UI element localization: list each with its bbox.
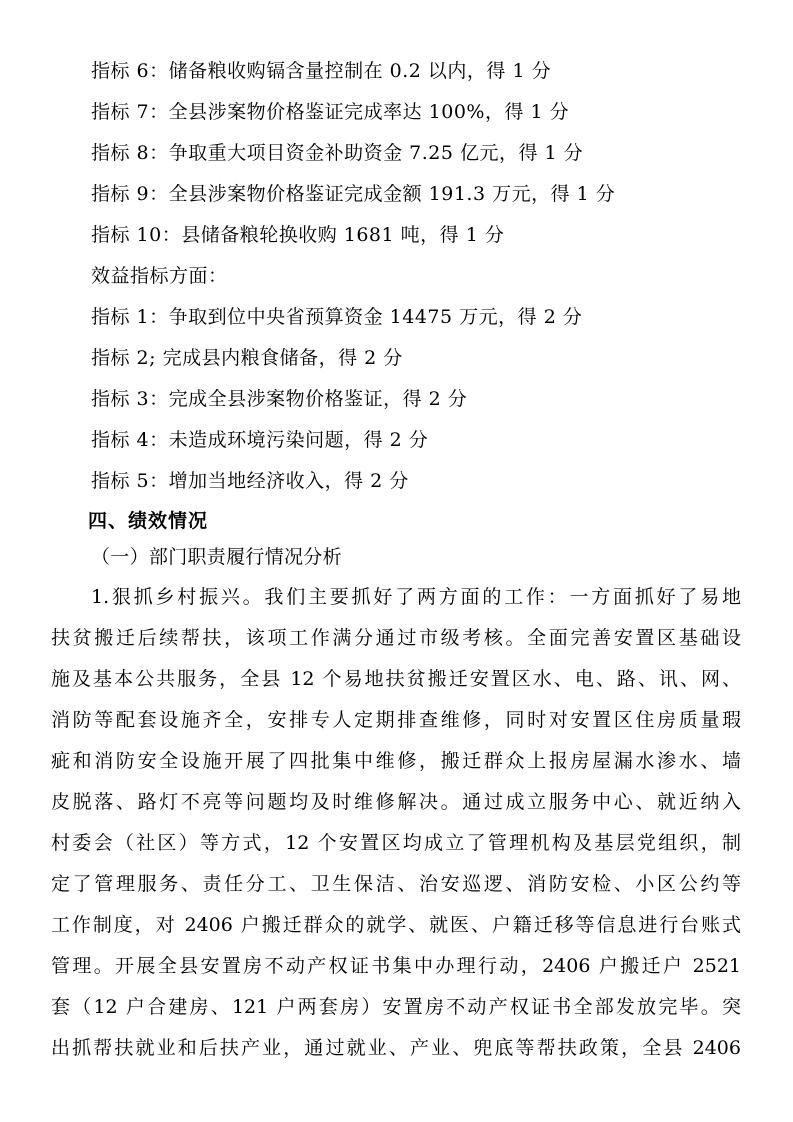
benefit-indicator-3: 指标 3：完成全县涉案物价格鉴证，得 2 分 — [91, 388, 468, 410]
output-indicator-6: 指标 6：储备粮收购镉含量控制在 0.2 以内，得 1 分 — [91, 60, 552, 82]
paragraph-line: 施及基本公共服务，全县 12 个易地扶贫搬迁安置区水、电、路、讯、网、 — [51, 668, 741, 690]
paragraph-line: 出抓帮扶就业和后扶产业，通过就业、产业、兜底等帮扶政策，全县 2406 — [51, 1037, 741, 1059]
paragraph-line: 套（12 户合建房、121 户两套房）安置房不动产权证书全部发放完毕。突 — [51, 996, 741, 1018]
paragraph-line: 村委会（社区）等方式，12 个安置区均成立了管理机构及基层党组织，制 — [51, 832, 741, 854]
paragraph-line: 管理。开展全县安置房不动产权证书集中办理行动，2406 户搬迁户 2521 — [51, 955, 741, 977]
output-indicator-10: 指标 10：县储备粮轮换收购 1681 吨，得 1 分 — [91, 224, 505, 246]
benefit-indicator-5: 指标 5：增加当地经济收入，得 2 分 — [91, 470, 409, 492]
benefit-indicator-1: 指标 1：争取到位中央省预算资金 14475 万元，得 2 分 — [91, 306, 583, 328]
paragraph-line: 疵和消防安全设施开展了四批集中维修，搬迁群众上报房屋漏水渗水、墙 — [51, 750, 741, 772]
paragraph-line: 皮脱落、路灯不亮等问题均及时维修解决。通过成立服务中心、就近纳入 — [51, 791, 741, 813]
output-indicator-8: 指标 8：争取重大项目资金补助资金 7.25 亿元，得 1 分 — [91, 142, 584, 164]
benefit-indicators-title: 效益指标方面： — [91, 265, 228, 287]
output-indicator-9: 指标 9：全县涉案物价格鉴证完成金额 191.3 万元，得 1 分 — [91, 183, 616, 205]
section-heading: 四、绩效情况 — [88, 510, 209, 532]
benefit-indicator-2: 指标 2; 完成县内粮食储备，得 2 分 — [91, 347, 403, 369]
paragraph-line: 扶贫搬迁后续帮扶，该项工作满分通过市级考核。全面完善安置区基础设 — [51, 627, 741, 649]
output-indicator-7: 指标 7：全县涉案物价格鉴证完成率达 100%，得 1 分 — [91, 101, 570, 123]
paragraph-line: 定了管理服务、责任分工、卫生保洁、治安巡逻、消防安检、小区公约等 — [51, 873, 741, 895]
paragraph-line: 工作制度，对 2406 户搬迁群众的就学、就医、户籍迁移等信息进行台账式 — [51, 914, 741, 936]
subsection-heading: （一）部门职责履行情况分析 — [91, 546, 342, 568]
paragraph-line: 1.狠抓乡村振兴。我们主要抓好了两方面的工作：一方面抓好了易地 — [91, 586, 741, 608]
paragraph-line: 消防等配套设施齐全，安排专人定期排查维修，同时对安置区住房质量瑕 — [51, 709, 741, 731]
benefit-indicator-4: 指标 4：未造成环境污染问题，得 2 分 — [91, 429, 429, 451]
